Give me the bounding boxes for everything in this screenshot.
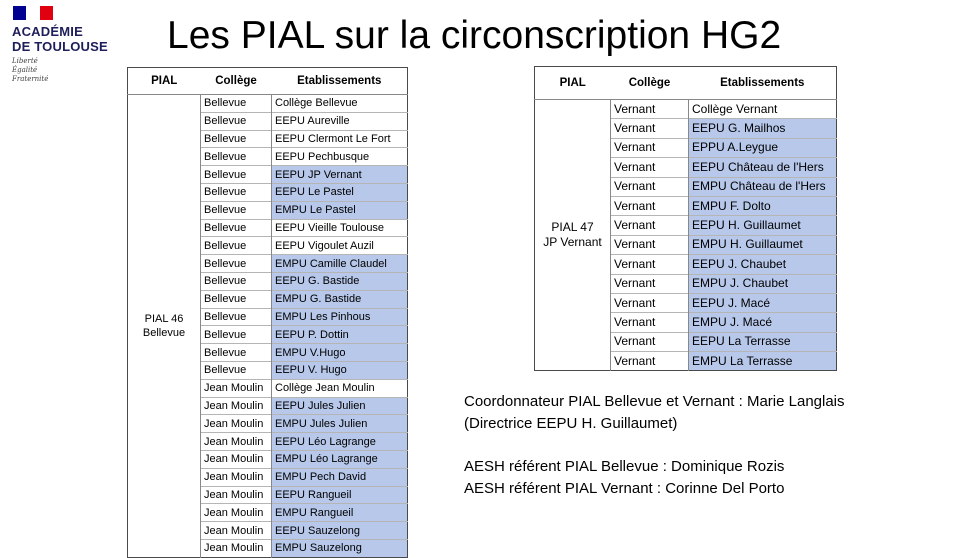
college-cell: Jean Moulin: [201, 433, 272, 451]
college-cell: Vernant: [611, 158, 689, 177]
etablissement-cell: EEPU P. Dottin: [272, 326, 408, 344]
college-cell: Bellevue: [201, 130, 272, 148]
etablissement-cell: EEPU Le Pastel: [272, 183, 408, 201]
college-cell: Vernant: [611, 313, 689, 332]
etablissement-cell: EEPU Léo Lagrange: [272, 433, 408, 451]
etablissement-cell: EEPU Clermont Le Fort: [272, 130, 408, 148]
college-cell: Vernant: [611, 235, 689, 254]
college-cell: Vernant: [611, 216, 689, 235]
etablissement-cell: EMPU Camille Claudel: [272, 255, 408, 273]
etablissement-cell: EMPU V.Hugo: [272, 344, 408, 362]
pial-name: PIAL 46: [144, 312, 184, 325]
college-cell: Bellevue: [201, 95, 272, 113]
etablissement-cell: EMPU Léo Lagrange: [272, 450, 408, 468]
college-cell: Bellevue: [201, 112, 272, 130]
table-row: [128, 95, 408, 113]
pial-college: Bellevue: [142, 326, 186, 339]
etablissement-cell: EMPU Le Pastel: [272, 201, 408, 219]
logo-line-1: ACADÉMIE: [12, 24, 83, 39]
header-etablissements: Etablissements: [272, 68, 408, 95]
etablissement-cell: EEPU G. Bastide: [272, 272, 408, 290]
etablissement-cell: EMPU H. Guillaumet: [689, 235, 837, 254]
college-cell: Jean Moulin: [201, 415, 272, 433]
etablissement-cell: EEPU J. Chaubet: [689, 255, 837, 274]
logo-motto: [12, 57, 127, 84]
college-cell: Vernant: [611, 100, 689, 119]
etablissement-cell: Collège Jean Moulin: [272, 379, 408, 397]
college-cell: Jean Moulin: [201, 397, 272, 415]
college-cell: Vernant: [611, 255, 689, 274]
table-row: [535, 100, 837, 119]
etablissement-cell: EMPU J. Chaubet: [689, 274, 837, 293]
logo-line-2: DE TOULOUSE: [12, 39, 108, 54]
academie-logo: [12, 6, 127, 84]
etablissement-cell: EMPU Pech David: [272, 468, 408, 486]
etablissement-cell: EMPU G. Bastide: [272, 290, 408, 308]
pial-college: JP Vernant: [543, 235, 602, 250]
college-cell: Vernant: [611, 196, 689, 215]
flag-blue-stripe: [13, 6, 26, 20]
pial-cell: [535, 100, 611, 371]
pial-cell: [128, 95, 201, 558]
etablissement-cell: EEPU Aureville: [272, 112, 408, 130]
etablissement-cell: EMPU Rangueil: [272, 504, 408, 522]
etablissement-cell: EMPU La Terrasse: [689, 352, 837, 371]
college-cell: Bellevue: [201, 183, 272, 201]
college-cell: Bellevue: [201, 326, 272, 344]
college-cell: Jean Moulin: [201, 379, 272, 397]
table-header-row: [128, 68, 408, 95]
college-cell: Vernant: [611, 177, 689, 196]
college-cell: Vernant: [611, 352, 689, 371]
etablissement-cell: EMPU Sauzelong: [272, 539, 408, 557]
pial-47-table: [534, 66, 837, 371]
header-etablissements: Etablissements: [689, 67, 837, 100]
aesh-vernant: AESH référent PIAL Vernant : Corinne Del Porto: [464, 480, 785, 497]
flag-red-stripe: [40, 6, 53, 20]
header-pial: PIAL: [535, 67, 611, 100]
header-college: Collège: [611, 67, 689, 100]
college-cell: Bellevue: [201, 272, 272, 290]
pial-name: PIAL 47: [551, 220, 594, 235]
motto-liberte: Liberté: [12, 57, 38, 65]
coordonnateur-role: (Directrice EEPU H. Guillaumet): [464, 415, 678, 432]
college-cell: Jean Moulin: [201, 450, 272, 468]
flag-white-stripe: [26, 6, 39, 20]
etablissement-cell: EEPU Château de l'Hers: [689, 158, 837, 177]
motto-egalite: Égalité: [12, 66, 38, 74]
table-header-row: [535, 67, 837, 100]
etablissement-cell: EEPU G. Mailhos: [689, 119, 837, 138]
aesh-info: [464, 456, 784, 500]
college-cell: Bellevue: [201, 166, 272, 184]
college-cell: Bellevue: [201, 290, 272, 308]
college-cell: Bellevue: [201, 344, 272, 362]
college-cell: Bellevue: [201, 361, 272, 379]
etablissement-cell: EMPU F. Dolto: [689, 196, 837, 215]
college-cell: Vernant: [611, 274, 689, 293]
college-cell: Vernant: [611, 293, 689, 312]
etablissement-cell: EEPU Pechbusque: [272, 148, 408, 166]
etablissement-cell: EEPU Jules Julien: [272, 397, 408, 415]
etablissement-cell: Collège Bellevue: [272, 95, 408, 113]
etablissement-cell: EEPU JP Vernant: [272, 166, 408, 184]
header-pial: PIAL: [128, 68, 201, 95]
college-cell: Vernant: [611, 138, 689, 157]
motto-fraternite: Fraternité: [12, 75, 49, 83]
college-cell: Bellevue: [201, 201, 272, 219]
etablissement-cell: EEPU Vieille Toulouse: [272, 219, 408, 237]
etablissement-cell: EEPU H. Guillaumet: [689, 216, 837, 235]
college-cell: Bellevue: [201, 255, 272, 273]
college-cell: Jean Moulin: [201, 504, 272, 522]
coordonnateur-info: [464, 391, 845, 435]
college-cell: Bellevue: [201, 237, 272, 255]
college-cell: Bellevue: [201, 148, 272, 166]
aesh-bellevue: AESH référent PIAL Bellevue : Dominique Rozis: [464, 458, 785, 475]
college-cell: Vernant: [611, 119, 689, 138]
college-cell: Jean Moulin: [201, 468, 272, 486]
college-cell: Bellevue: [201, 219, 272, 237]
college-cell: Vernant: [611, 332, 689, 351]
coordonnateur-line: Coordonnateur PIAL Bellevue et Vernant : Marie Langlais: [464, 393, 845, 410]
etablissement-cell: EMPU J. Macé: [689, 313, 837, 332]
college-cell: Jean Moulin: [201, 539, 272, 557]
etablissement-cell: EPPU A.Leygue: [689, 138, 837, 157]
etablissement-cell: EEPU Sauzelong: [272, 522, 408, 540]
college-cell: Jean Moulin: [201, 522, 272, 540]
page-title: Les PIAL sur la circonscription HG2: [167, 14, 782, 57]
republique-flag-icon: [13, 6, 53, 20]
etablissement-cell: Collège Vernant: [689, 100, 837, 119]
header-college: Collège: [201, 68, 272, 95]
etablissement-cell: EMPU Jules Julien: [272, 415, 408, 433]
etablissement-cell: EMPU Les Pinhous: [272, 308, 408, 326]
etablissement-cell: EEPU La Terrasse: [689, 332, 837, 351]
etablissement-cell: EEPU Rangueil: [272, 486, 408, 504]
college-cell: Bellevue: [201, 308, 272, 326]
pial-46-table: [127, 67, 408, 558]
college-cell: Jean Moulin: [201, 486, 272, 504]
etablissement-cell: EEPU J. Macé: [689, 293, 837, 312]
etablissement-cell: EEPU V. Hugo: [272, 361, 408, 379]
etablissement-cell: EMPU Château de l'Hers: [689, 177, 837, 196]
etablissement-cell: EEPU Vigoulet Auzil: [272, 237, 408, 255]
